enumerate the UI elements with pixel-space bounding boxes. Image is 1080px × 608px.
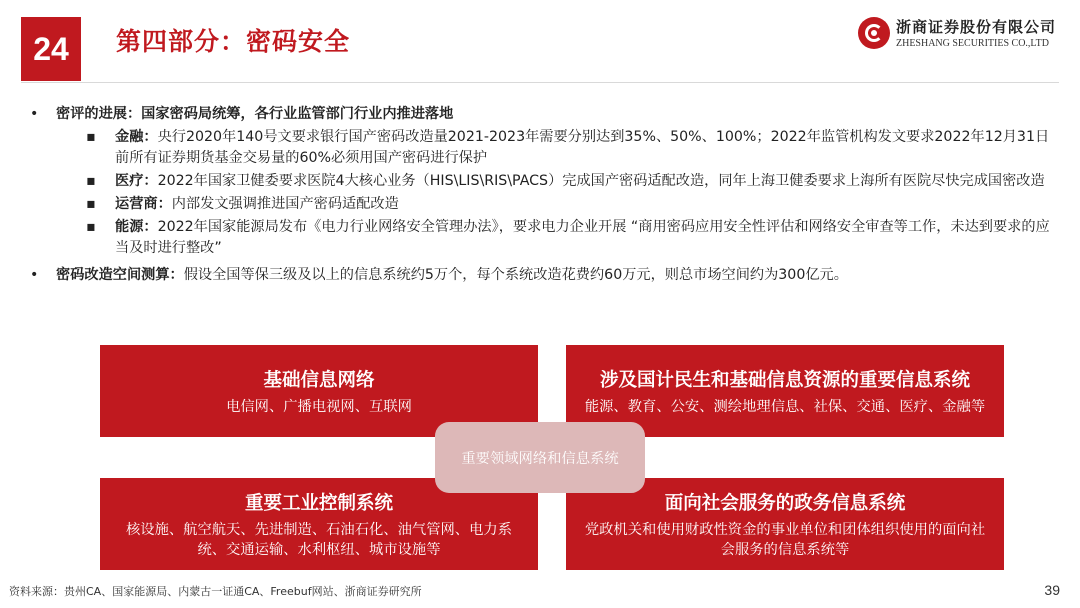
sub-bullet-label: 医疗： [115,173,158,189]
box-description: 党政机关和使用财政性资金的事业单位和团体组织使用的面向社会服务的信息系统等 [584,521,986,558]
sub-bullet-text: 央行2020年140号文要求银行国产密码改造量2021-2023年需要分别达到35%、50%、100%；2022年监管机构发文要求2022年12月31日前所有证券期货基金交易量的60%必须用国产密码进行保护 [115,129,1050,166]
sub-bullet-energy [86,217,1055,259]
sub-bullet-text: 2022年国家卫健委要求医院4大核心业务（HIS\LIS\RIS\PACS）完成国产密码适配改造，同年上海卫健委要求上海所有医院尽快完成国密改造 [157,173,1045,189]
box-description: 电信网、广播电视网、互联网 [226,398,412,415]
sub-bullet-marker: ▪ [86,219,96,235]
header-divider [21,82,1059,83]
sub-bullet-carrier [86,194,1055,215]
section-number-badge: 24 [21,17,81,81]
bullet-item [30,265,1055,286]
sub-bullet-text: 内部发文强调推进国产密码适配改造 [171,196,399,212]
logo-english-name: ZHESHANG SECURITIES CO.,LTD [895,38,1049,49]
sub-bullet-label: 能源： [115,219,158,235]
sub-bullet-text: 2022年国家能源局发布《电力行业网络安全管理办法》，要求电力企业开展 “商用密码应用安全性评估和网络安全审查等工作，未达到要求的应当及时进行整改” [115,219,1050,256]
box-description: 能源、教育、公安、测绘地理信息、社保、交通、医疗、金融等 [584,398,986,415]
logo-chinese-name: 浙商证券股份有限公司 [895,18,1056,36]
bullet-marker: • [30,106,39,122]
bullet-heading: 密评的进展：国家密码局统筹，各行业监管部门行业内推进落地 [56,106,454,122]
sub-bullet-medical [86,171,1055,192]
page-number: 39 [1044,582,1060,598]
box-title: 基础信息网络 [263,369,375,391]
sub-bullet-label: 金融： [115,129,158,145]
bullet-heading: 密码改造空间测算： [56,267,184,283]
sub-bullet-marker: ▪ [86,129,96,145]
box-title: 重要工业控制系统 [244,492,393,514]
sub-bullet-marker: ▪ [86,173,96,189]
source-note: 资料来源：贵州CA、国家能源局、内蒙古一证通CA、Freebuf网站、浙商证券研究所 [9,585,422,598]
bullet-marker: • [30,267,39,283]
center-label: 重要领域网络和信息系统 [435,422,645,493]
sub-bullet-label: 运营商： [115,196,172,212]
box-title: 面向社会服务的政务信息系统 [664,492,906,514]
page-title: 第四部分：密码安全 [116,27,351,56]
zheshang-logo-icon [858,17,890,49]
bullet-item [30,104,1055,125]
company-logo [858,16,1056,49]
box-description: 核设施、航空航天、先进制造、石油石化、油气管网、电力系统、交通运输、水利枢纽、城市设施等 [125,521,512,558]
sub-bullet-finance [86,127,1055,169]
box-title: 涉及国计民生和基础信息资源的重要信息系统 [599,369,970,391]
bullet-list [30,104,1055,286]
sub-bullet-marker: ▪ [86,196,96,212]
bullet-text: 假设全国等保三级及以上的信息系统约5万个，每个系统改造花费约60万元，则总市场空间约为300亿元。 [183,267,848,283]
